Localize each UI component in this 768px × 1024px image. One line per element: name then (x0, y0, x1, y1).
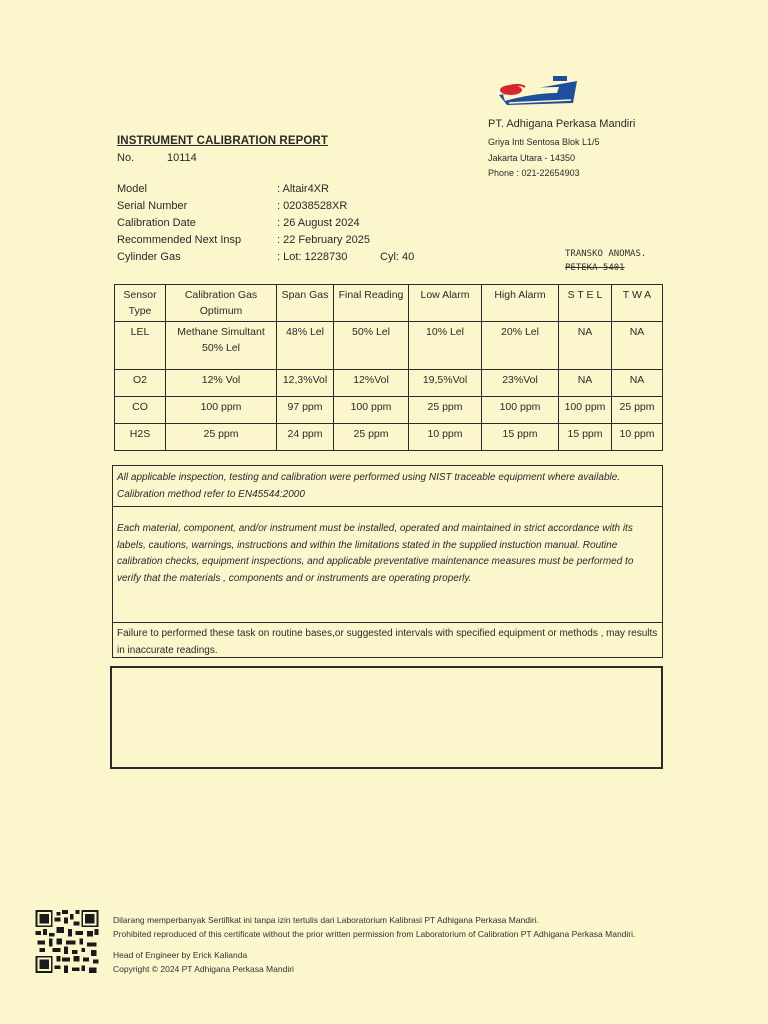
ship-logo-icon (497, 73, 581, 111)
report-title: INSTRUMENT CALIBRATION REPORT (117, 135, 328, 147)
cell-span-gas: 97 ppm (277, 396, 334, 423)
cell-stel: 15 ppm (559, 423, 612, 450)
cell-twa: 10 ppm (612, 423, 663, 450)
note-installation: Each material, component, and/or instrument must be installed, operated and maintained in strict accordance with its labels, cautions, warnings, instructions and within the limitations stated in the supplied instuction manual. Routine calibration checks, equipment inspections, and applicable preventative maintenance measures must be performed to verify that the materials , components and or instruments are operating properly. (113, 507, 662, 623)
header-low-alarm: Low Alarm (409, 285, 482, 322)
cell-stel: NA (559, 322, 612, 370)
model-value: : Altair4XR (277, 183, 329, 195)
footer-head-engineer: Head of Engineer by Erick Kalianda (113, 950, 248, 960)
cell-span-gas: 24 ppm (277, 423, 334, 450)
footer-disclaimer-en: Prohibited reproduced of this certificate without the prior written permission from Laboratorium of Calibration PT Adhigana Perkasa Mandiri. (113, 929, 636, 939)
handwriting-line-1: TRANSKO ANOMAS. (565, 249, 647, 259)
footer (113, 913, 635, 976)
company-address-2: Jakarta Utara - 14350 (488, 152, 576, 163)
cell-high-alarm: 23%Vol (482, 369, 559, 396)
note-nist-traceable: All applicable inspection, testing and calibration were performed using NIST traceable equipment where available. Calibration method refer to EN45544:2000 (113, 466, 662, 507)
header-sensor-type: Sensor Type (115, 285, 166, 322)
cell-twa: 25 ppm (612, 396, 663, 423)
footer-copyright: Copyright © 2024 PT Adhigana Perkasa Mandiri (113, 964, 294, 974)
company-address-1: Griya Inti Sentosa Blok L1/5 (488, 137, 600, 147)
report-no-label: No. (117, 152, 135, 164)
report-no-value: 10114 (167, 152, 197, 164)
cell-low-alarm: 25 ppm (409, 396, 482, 423)
company-name: PT. Adhigana Perkasa Mandiri (488, 118, 636, 130)
cell-low-alarm: 10% Lel (409, 322, 482, 370)
table-header-row (115, 285, 663, 322)
qr-code-icon (34, 910, 100, 973)
remarks-box (110, 666, 663, 769)
handwritten-note (565, 247, 646, 275)
note-failure-warning: Failure to performed these task on routine bases,or suggested intervals with specified equipment or methods , may results in inaccurate readings. (117, 628, 658, 656)
cell-cal-gas: Methane Simultant 50% Lel (166, 322, 277, 370)
cell-sensor: O2 (115, 369, 166, 396)
cell-stel: NA (559, 369, 612, 396)
serial-value: : 02038528XR (277, 200, 348, 212)
cell-twa: NA (612, 369, 663, 396)
table-row (115, 423, 663, 450)
header-high-alarm: High Alarm (482, 285, 559, 322)
notes-box (112, 465, 663, 658)
cyl-value: Cyl: 40 (380, 251, 415, 263)
cell-high-alarm: 15 ppm (482, 423, 559, 450)
cal-date-value: : 26 August 2024 (277, 217, 360, 229)
cell-stel: 100 ppm (559, 396, 612, 423)
table-row (115, 396, 663, 423)
company-phone: Phone : 021-22654903 (488, 168, 580, 178)
cylinder-value: : Lot: 1228730 (277, 251, 348, 263)
cylinder-label: Cylinder Gas (117, 251, 181, 263)
cell-twa: NA (612, 322, 663, 370)
header-twa: T W A (612, 285, 663, 322)
cell-low-alarm: 19,5%Vol (409, 369, 482, 396)
header-cal-gas: Calibration Gas Optimum (166, 285, 277, 322)
cell-low-alarm: 10 ppm (409, 423, 482, 450)
header-final-reading: Final Reading (334, 285, 409, 322)
table-row (115, 322, 663, 370)
cell-span-gas: 48% Lel (277, 322, 334, 370)
cell-high-alarm: 100 ppm (482, 396, 559, 423)
table-row (115, 369, 663, 396)
cell-cal-gas: 25 ppm (166, 423, 277, 450)
model-label: Model (117, 183, 147, 195)
cell-final-reading: 100 ppm (334, 396, 409, 423)
cell-sensor: H2S (115, 423, 166, 450)
report-number (117, 152, 197, 164)
cell-sensor: LEL (115, 322, 166, 370)
cell-sensor: CO (115, 396, 166, 423)
serial-label: Serial Number (117, 200, 188, 212)
calibration-table (114, 284, 663, 451)
cal-date-label: Calibration Date (117, 217, 196, 229)
header-stel: S T E L (559, 285, 612, 322)
cell-span-gas: 12,3%Vol (277, 369, 334, 396)
cell-cal-gas: 100 ppm (166, 396, 277, 423)
cell-high-alarm: 20% Lel (482, 322, 559, 370)
cell-cal-gas: 12% Vol (166, 369, 277, 396)
cell-final-reading: 50% Lel (334, 322, 409, 370)
cell-final-reading: 12%Vol (334, 369, 409, 396)
next-insp-value: : 22 February 2025 (277, 234, 370, 246)
next-insp-label: Recommended Next Insp (117, 234, 242, 246)
header-span-gas: Span Gas (277, 285, 334, 322)
footer-disclaimer-id: Dilarang memperbanyak Sertifikat ini tanpa izin tertulis dari Laboratorium Kalibrasi PT Adhigana Perkasa Mandiri. (113, 915, 539, 925)
cell-final-reading: 25 ppm (334, 423, 409, 450)
handwriting-line-2: PETEKA 5401 (565, 263, 625, 273)
company-info (488, 118, 635, 182)
